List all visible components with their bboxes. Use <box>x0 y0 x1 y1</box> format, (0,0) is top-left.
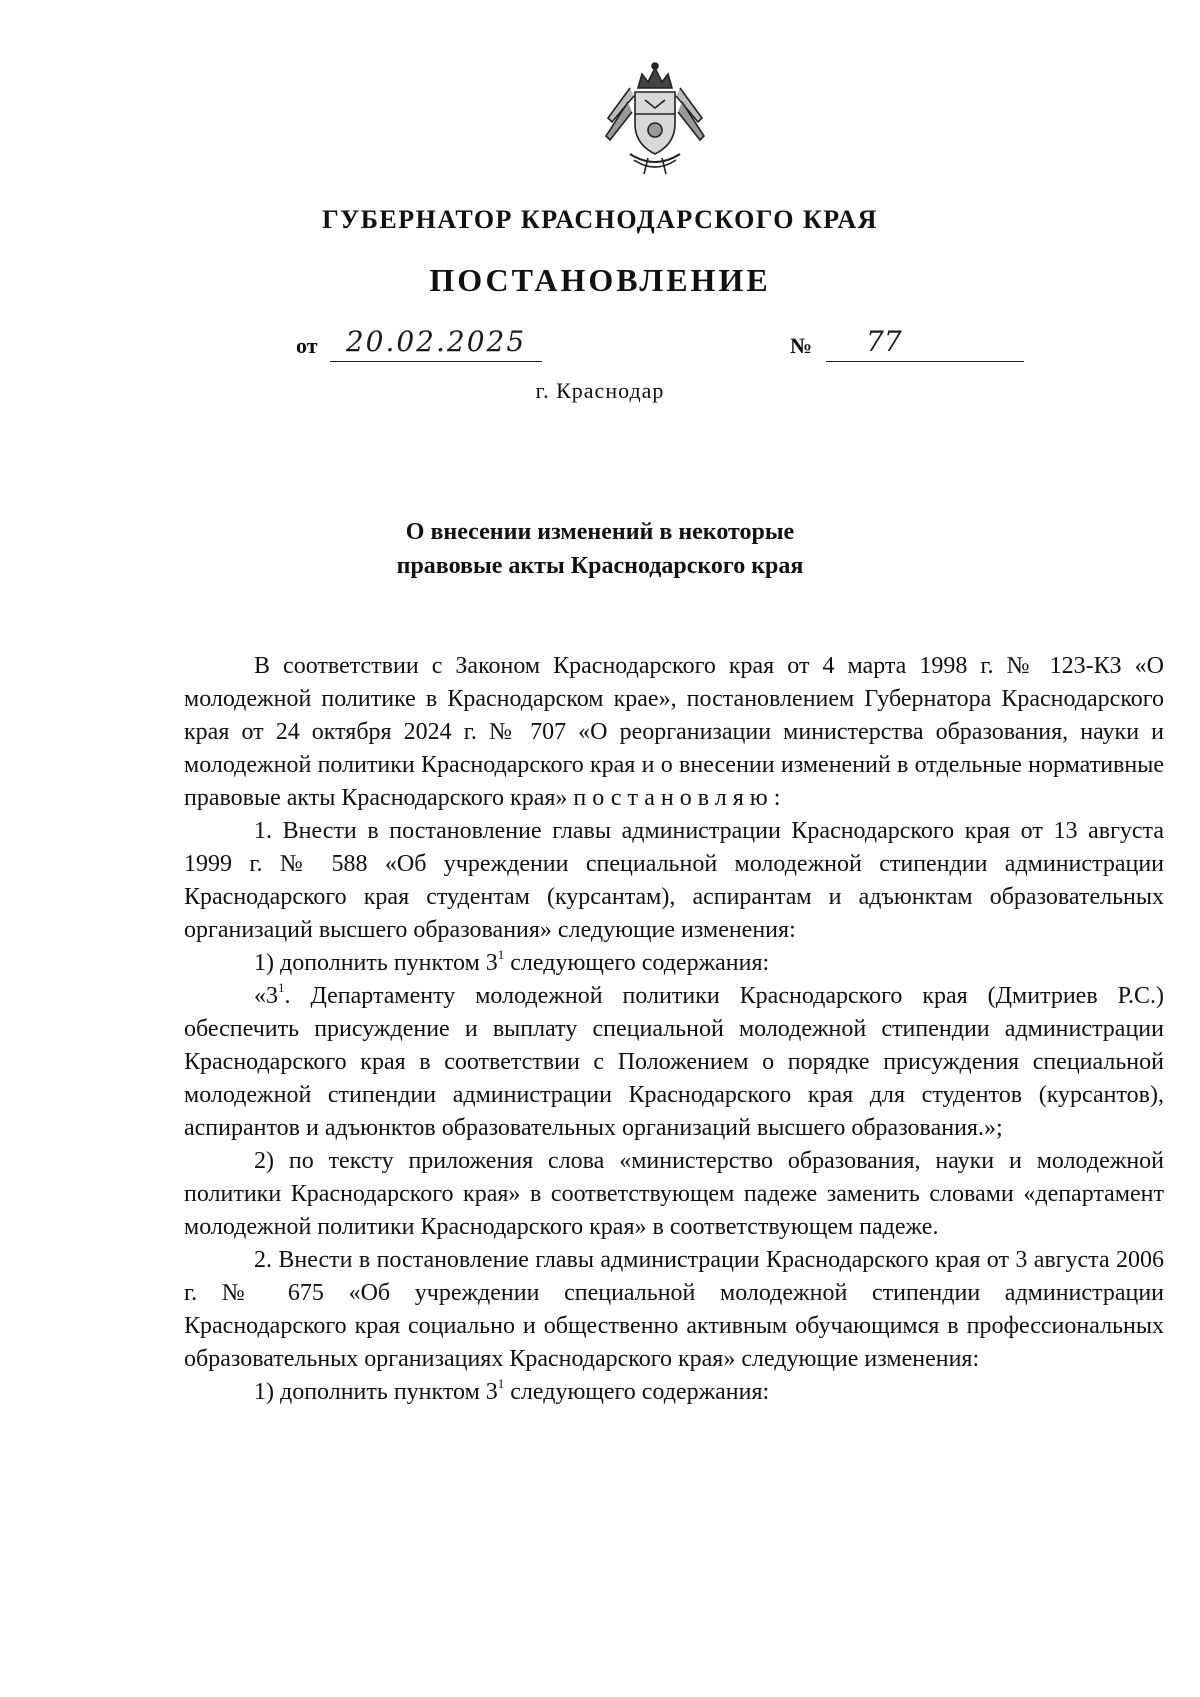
document-type: ПОСТАНОВЛЕНИЕ <box>429 262 771 298</box>
number-label: № <box>790 333 813 358</box>
document-number-field <box>826 325 1024 362</box>
document-title <box>0 515 1200 583</box>
item-1-paragraph: 1. Внести в постановление главы администрации Краснодарского края от 13 августа 1999 г. № 588 «Об учреждении специальной молодежной стипендии администрации Краснодарского края студентам (курсантам), аспирантам и адъюнктам образовательных организаций высшего образования» следующие изменения: <box>184 818 1164 943</box>
title-line-2: правовые акты Краснодарского края <box>396 553 804 579</box>
item-3-1-text-end: . Департаменту молодежной политики Краснодарского края (Дмитриев Р.С.) обеспечить присуждение и выплату специальной молодежной стипендии администрации Краснодарского края в соответствии с Положением о порядке присуждения специальной молодежной стипендии администрации Краснодарского края для студентов (курсантов), аспирантов и адъюнктов образовательных организаций высшего образования.»; <box>184 983 1164 1141</box>
document-number: 77 <box>866 325 902 358</box>
item-1-1-sup: 1 <box>497 947 505 962</box>
item-3-1-sup: 1 <box>278 980 285 995</box>
date-number-row <box>0 325 1200 375</box>
item-3-1-paragraph <box>184 980 1164 1145</box>
resolve-word: постановляю: <box>573 785 787 811</box>
preamble-text: В соответствии с Законом Краснодарского края от 4 марта 1998 г. № 123-КЗ «О молодежной политике в Краснодарском крае», постановлением Губернатора Краснодарского края от 24 октября 2024 г. № 707 «О реорганизации министерства образования, науки и молодежной политики Краснодарского края и о внесении изменений в отдельные нормативные правовые акты Краснодарского края» <box>184 653 1164 811</box>
item-2-paragraph: 2. Внести в постановление главы администрации Краснодарского края от 3 августа 2006 г. № 675 «Об учреждении специальной молодежной стипендии администрации Краснодарского края социально и общественно активным обучающимся в профессиональных образовательных организациях Краснодарского края» следующие изменения: <box>184 1247 1164 1372</box>
item-1-1-paragraph <box>184 947 1164 980</box>
date-label: от <box>296 333 318 358</box>
item-2-1-paragraph <box>184 1376 1164 1409</box>
item-1-2-paragraph: 2) по тексту приложения слова «министерство образования, науки и молодежной политики Краснодарского края» в соответствующем падеже заменить словами «департамент молодежной политики Краснодарского края» в соответствующем падеже. <box>184 1148 1164 1240</box>
item-1-1-text-end: следующего содержания: <box>504 950 770 976</box>
title-line-1: О внесении изменений в некоторые <box>405 519 795 545</box>
item-3-1-text: «3 <box>254 983 278 1009</box>
item-2-1-text-end: следующего содержания: <box>504 1379 770 1405</box>
item-2-1-text: 1) дополнить пунктом 3 <box>254 1379 498 1405</box>
item-1-1-text: 1) дополнить пунктом 3 <box>254 950 498 976</box>
item-2-1-sup: 1 <box>497 1376 505 1391</box>
city: г. Краснодар <box>535 378 665 403</box>
issuing-authority: ГУБЕРНАТОР КРАСНОДАРСКОГО КРАЯ <box>322 205 878 234</box>
document-body <box>184 650 1164 1409</box>
preamble-paragraph <box>184 650 1164 815</box>
krasnodar-coat-of-arms-icon <box>600 58 710 178</box>
document-date: 20.02.2025 <box>330 325 542 362</box>
